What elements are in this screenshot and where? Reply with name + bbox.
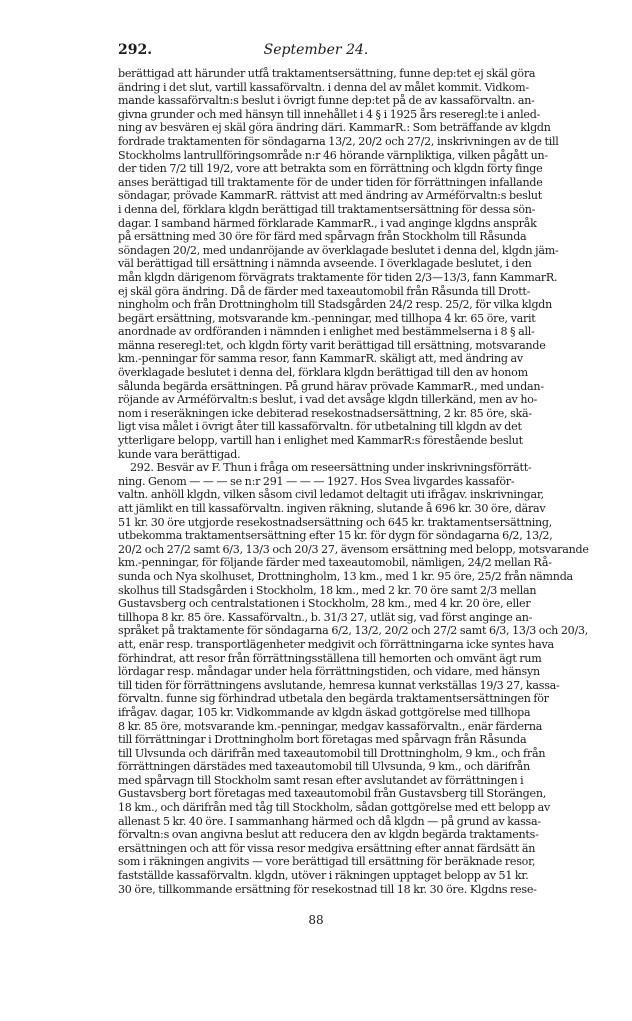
text-line: på ersättning med 30 öre för färd med spårvagn från Stockholm till Råsunda — [118, 230, 527, 244]
text-line: förvaltn:s ovan angivna beslut att reducera den av klgdn begärda traktaments- — [118, 828, 539, 842]
text-line: ning. Genom — — — se n:r 291 — — — 1927. Hos Svea livgardes kassaför- — [118, 474, 515, 488]
text-line: 8 kr. 85 öre, motsvarande km.-penningar, medgav kassaförvaltn., enär färderna — [118, 719, 543, 733]
text-line: givna grunder och med hänsyn till innehållet i 4 § i 1925 års reseregl:te i anled- — [118, 107, 541, 121]
text-line: söndagen 20/2, med undanröjande av överklagade beslutet i denna del, klgdn jäm- — [118, 243, 559, 257]
text-line: ändring i det slut, vartill kassaförvaltn. i denna del av målet kommit. Vidkom- — [118, 80, 529, 94]
text-line: mande kassaförvaltn:s beslut i övrigt funne dep:tet på de av kassaförvaltn. an- — [118, 94, 535, 108]
text-line: männa reseregl:tet, och klgdn förty varit berättigad till ersättning, motsvarande — [118, 338, 546, 352]
text-line: sålunda begärda ersättningen. På grund härav prövade KammarR., med undan- — [118, 379, 544, 393]
text-line: att, enär resp. transportlägenheter medgivit och förrättningarna icke syntes hava — [118, 637, 554, 651]
text-line: utbekomma traktamentsersättning efter 15 kr. för dygn för söndagarna 6/2, 13/2, — [118, 529, 553, 543]
text-line: fordrade traktamenten för söndagarna 13/2, 20/2 och 27/2, inskrivningen av de till — [118, 134, 559, 148]
page-header — [118, 42, 514, 64]
text-line: fastställde kassaförvaltn. klgdn, utöver i räkningen upptaget belopp av 51 kr. — [118, 869, 529, 883]
text-line: ningholm och från Drottningholm till Stadsgården 24/2 resp. 25/2, för vilka klgdn — [118, 298, 553, 312]
text-line: ej skäl göra ändring. Då de färder med taxeautomobil från Råsunda till Drott- — [118, 284, 531, 298]
page-number-top: 292. — [118, 42, 153, 58]
page-number-bottom: 88 — [308, 913, 324, 927]
text-line: km.-penningar för samma resor, fann KammarR. skäligt att, med ändring av — [118, 352, 523, 366]
text-line: sunda och Nya skolhuset, Drottningholm, 13 km., med 1 kr. 95 öre, 25/2 från nämnda — [118, 569, 573, 583]
text-line: ning av besvären ej skäl göra ändring däri. KammarR.: Som beträffande av klgdn — [118, 121, 551, 135]
text-line: ligt visa målet i övrigt åter till kassaförvaltn. för utbetalning till klgdn av det — [118, 420, 522, 434]
text-line: till Ulvsunda och därifrån med taxeautomobil till Drottningholm, 9 km., och från — [118, 746, 546, 760]
text-line: berättigad att härunder utfå traktamentsersättning, funne dep:tet ej skäl göra — [118, 67, 536, 80]
text-line: km.-penningar, för följande färder med taxeautomobil, nämligen, 24/2 mellan Rå- — [118, 556, 552, 570]
text-line: Stockholms lantrullföringsområde n:r 46 hörande värnpliktiga, vilken pågått un- — [118, 148, 548, 162]
text-line: skolhus till Stadsgården i Stockholm, 18 km., med 2 kr. 70 öre samt 2/3 mellan — [118, 583, 537, 597]
text-line: tillhopa 8 kr. 85 öre. Kassaförvaltn., b. 31/3 27, utlät sig, vad först anginge an- — [118, 610, 533, 624]
text-line: 30 öre, tillkommande ersättning för resekostnad till 18 kr. 30 öre. Klgdns rese- — [118, 882, 537, 896]
text-line: språket på traktamente för söndagarna 6/2, 13/2, 20/2 och 27/2 samt 6/3, 13/3 och 20/3, — [118, 624, 589, 638]
text-line: till förrättningar i Drottningholm bort företagas med spårvagn från Råsunda — [118, 733, 527, 747]
body-text — [118, 67, 589, 896]
text-line: ersättningen och att för vissa resor medgiva ersättning efter annat färdsätt än — [118, 841, 536, 855]
text-line: väl berättigad till ersättning i nämnda avseende. I överklagade beslutet, i den — [118, 257, 532, 271]
text-line: 292. Besvär av F. Thun i fråga om reseersättning under inskrivningsförrätt- — [130, 461, 532, 475]
text-line: allenast 5 kr. 40 öre. I sammanhang härmed och då klgdn — på grund av kassa- — [118, 814, 541, 828]
text-line: anses berättigad till traktamente för de under tiden för förrättningen infallande — [118, 175, 543, 189]
text-line: lördagar resp. måndagar under hela förrättningstiden, och vidare, med hänsyn — [118, 665, 540, 679]
text-line: anordnade av ordföranden i nämnden i enlighet med bestämmelserna i 8 § all- — [118, 325, 535, 339]
text-line: dagar. I samband härmed förklarade KammarR., i vad anginge klgdns anspråk — [118, 216, 537, 230]
text-line: kunde vara berättigad. — [118, 447, 241, 461]
text-line: Gustavsberg och centralstationen i Stockholm, 28 km., med 4 kr. 20 öre, eller — [118, 597, 531, 611]
text-line: överklagade beslutet i denna del, förklara klgdn berättigad till den av honom — [118, 366, 528, 380]
text-line: nom i reseräkningen icke debiterad resekostnadsersättning, 2 kr. 85 öre, skä- — [118, 406, 532, 420]
text-line: mån klgdn därigenom förvägrats traktamente för tiden 2/3—13/3, fann KammarR. — [118, 270, 558, 284]
text-line: förhindrat, att resor från förrättningsställena till hemorten och omvänt ägt rum — [118, 651, 542, 665]
text-line: söndagar, prövade KammarR. rättvist att med ändring av Arméförvaltn:s beslut — [118, 189, 542, 203]
text-line: begärt ersättning, motsvarande km.-penningar, med tillhopa 4 kr. 65 öre, varit — [118, 311, 536, 325]
text-line: der tiden 7/2 till 19/2, vore att betrakta som en förrättning och klgdn förty finge — [118, 162, 543, 176]
text-line: att jämlikt en till kassaförvaltn. ingiven räkning, slutande å 696 kr. 30 öre, därav — [118, 502, 546, 515]
text-line: till tiden för förrättningens avslutande, hemresa kunnat verkställas 19/3 27, kassa- — [118, 678, 560, 692]
text-line: i denna del, förklara klgdn berättigad till traktamentsersättning för dessa sön- — [118, 202, 536, 216]
text-line: ytterligare belopp, vartill han i enlighet med KammarR:s förestående beslut — [118, 434, 523, 448]
text-line: röjande av Arméförvaltn:s beslut, i vad det avsåge klgdn tillerkänd, men av ho- — [118, 393, 538, 407]
running-title: September 24. — [263, 42, 369, 58]
text-line: 18 km., och därifrån med tåg till Stockholm, sådan gottgörelse med ett belopp av — [118, 801, 551, 815]
text-line: 51 kr. 30 öre utgjorde resekostnadsersättning och 645 kr. traktamentsersättning, — [118, 515, 553, 529]
text-line: som i räkningen angivits — vore berättigad till ersättning för beräknade resor, — [118, 855, 536, 869]
text-line: förrättningen därstädes med taxeautomobil till Ulvsunda, 9 km., och därifrån — [118, 760, 530, 774]
text-line: ifrågav. dagar, 105 kr. Vidkommande av klgdn äskad gottgörelse med tillhopa — [118, 705, 531, 719]
text-line: Gustavsberg bort företagas med taxeautomobil från Gustavsberg till Storängen, — [118, 787, 547, 801]
text-line: med spårvagn till Stockholm samt resan efter avslutandet av förrättningen i — [118, 773, 524, 787]
text-line: valtn. anhöll klgdn, vilken såsom civil ledamot deltagit uti ifrågav. inskrivningar, — [118, 488, 544, 502]
text-line: 20/2 och 27/2 samt 6/3, 13/3 och 20/3 27, ävensom ersättning med belopp, motsvarande — [118, 542, 589, 556]
text-line: förvaltn. funne sig förhindrad utbetala den begärda traktamentsersättningen för — [118, 692, 549, 706]
